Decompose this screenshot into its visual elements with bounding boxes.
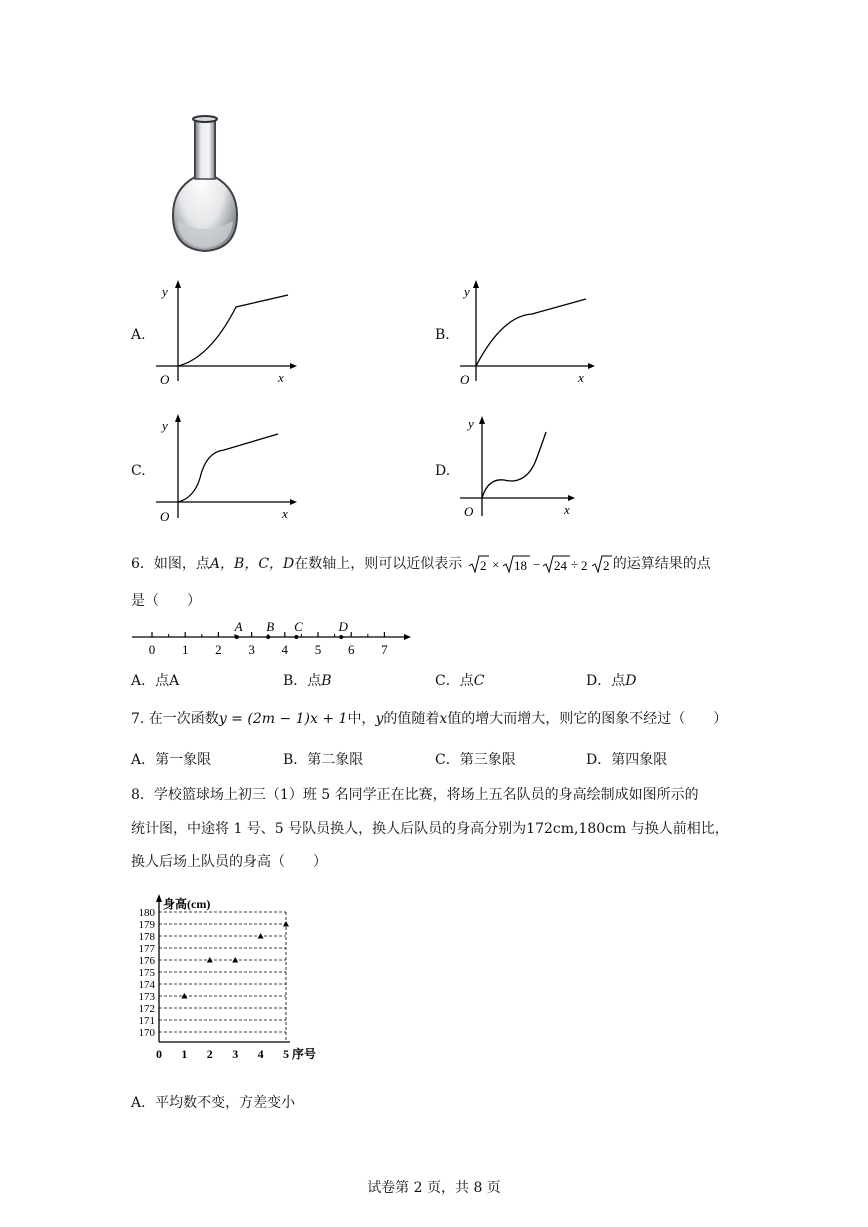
- q6-option-b-label: B．点: [283, 673, 322, 689]
- q6-option-b[interactable]: [283, 672, 332, 690]
- chart-xtick-label: 2: [206, 1047, 213, 1061]
- height-chart: [128, 888, 328, 1072]
- graph-c-ylabel: y: [162, 418, 168, 433]
- number-line-tick-label: 5: [314, 642, 322, 657]
- q6-text-before: 6．如图，点: [131, 556, 210, 572]
- chart-ytick-label: 173: [138, 991, 155, 1003]
- number-line-tick-label: 2: [215, 642, 222, 657]
- option-b-label: B.: [435, 327, 450, 343]
- q7-var-y: y: [375, 711, 384, 727]
- q6-expression-tail: [591, 552, 613, 576]
- graph-b-ylabel: y: [464, 284, 470, 299]
- q6-option-a[interactable]: [131, 672, 179, 690]
- number-line-tick-label: 0: [148, 642, 156, 657]
- q7-formula: y = (2m − 1)x + 1: [218, 711, 348, 727]
- number-line-tick-label: 7: [381, 642, 388, 657]
- expr-e: 2: [602, 558, 610, 573]
- graph-d-xlabel: x: [564, 502, 570, 517]
- svg-text:÷: ÷: [570, 557, 578, 572]
- number-line-point: [294, 635, 298, 639]
- q7-option-c[interactable]: C．第三象限: [435, 752, 516, 768]
- q7-option-b[interactable]: B．第二象限: [283, 752, 364, 768]
- graph-a-origin: O: [160, 372, 170, 387]
- number-line-tick-label: 1: [181, 642, 189, 657]
- number-line-tick-label: 4: [281, 642, 289, 657]
- chart-ytick-label: 177: [138, 943, 155, 955]
- q6-option-b-name: B: [321, 673, 332, 689]
- q7-var-x: x: [439, 711, 448, 727]
- graph-c: [150, 412, 300, 524]
- chart-xtick-label: 5: [283, 1047, 289, 1061]
- q6-text-after: 的运算结果的点: [612, 556, 711, 572]
- number-line-point: [339, 635, 343, 639]
- number-line: [128, 618, 413, 660]
- option-c-label: C.: [131, 463, 146, 479]
- number-line-point: [266, 635, 270, 639]
- chart-xtick-label: 1: [181, 1047, 188, 1061]
- option-a-label: A.: [131, 327, 146, 343]
- q6-option-d[interactable]: [586, 672, 636, 690]
- number-line-point-label: A: [234, 619, 243, 634]
- number-line-point-label: C: [294, 619, 303, 634]
- chart-xtick-label: 3: [232, 1047, 239, 1061]
- chart-xtick-label: 4: [257, 1047, 264, 1061]
- number-line-point-label: D: [338, 619, 348, 634]
- graph-a: [150, 276, 300, 388]
- chart-point: [283, 921, 289, 927]
- chart-xtick-label: 0: [156, 1047, 162, 1061]
- number-line-point: [235, 635, 239, 639]
- expr-c: 24: [553, 558, 567, 573]
- q6-option-c-label: C．点: [435, 673, 474, 689]
- q8-line2: 统计图，中途将 1 号、5 号队员换人，换人后队员的身高分别为172cm,180cm 与换人前相比，: [131, 821, 729, 837]
- chart-ytick-label: 175: [138, 967, 155, 979]
- q6-points-names: A，B，C，D: [209, 556, 295, 572]
- graph-a-ylabel: y: [162, 284, 168, 299]
- expr-b: 18: [513, 558, 527, 573]
- graph-b-origin: O: [460, 372, 470, 387]
- graph-a-xlabel: x: [278, 370, 284, 385]
- chart-ytick-label: 171: [138, 1015, 155, 1027]
- graph-d-ylabel: y: [468, 416, 474, 431]
- graph-b: [452, 276, 602, 388]
- q8-option-a[interactable]: A．平均数不变，方差变小: [131, 1095, 296, 1111]
- number-line-tick-label: 3: [248, 642, 255, 657]
- chart-ylabel: 身高(cm): [163, 897, 211, 911]
- q8-line1: 8．学校篮球场上初三（1）班 5 名同学正在比赛，将场上五名队员的身高绘制成如图所示的: [131, 787, 699, 803]
- q7-stem: [131, 710, 727, 728]
- graph-d-origin: O: [464, 504, 474, 519]
- graph-c-xlabel: x: [282, 506, 288, 521]
- graph-d: [452, 412, 602, 524]
- svg-text:×: ×: [491, 557, 500, 572]
- q6-option-a-label: A．点: [131, 673, 170, 689]
- graph-c-origin: O: [160, 509, 170, 524]
- q6-option-d-label: D．点: [586, 673, 626, 689]
- q7-text2: 的值随着: [383, 711, 440, 727]
- chart-point: [232, 957, 238, 963]
- chart-ytick-label: 179: [138, 919, 155, 931]
- chart-ytick-label: 176: [138, 955, 155, 967]
- expr-a: 2: [479, 558, 487, 573]
- q6-option-a-name: A: [169, 673, 180, 689]
- chart-ytick-label: 178: [138, 931, 155, 943]
- chart-ytick-label: 172: [138, 1003, 155, 1015]
- q6-option-d-name: D: [625, 673, 637, 689]
- q6-expression: [467, 552, 595, 576]
- expr-d: 2: [580, 558, 588, 573]
- q6-text-mid: 在数轴上，则可以近似表示: [294, 556, 463, 572]
- q6-line1: [131, 552, 711, 576]
- q8-line3: 换人后场上队员的身高（ ）: [131, 854, 327, 870]
- q6-option-c[interactable]: [435, 672, 484, 690]
- q7-text3: 值的增大而增大，则它的图象不经过（ ）: [447, 711, 728, 727]
- chart-ytick-label: 170: [138, 1027, 155, 1039]
- number-line-tick-label: 6: [347, 642, 355, 657]
- q6-line2: 是（ ）: [131, 593, 201, 609]
- chart-ytick-label: 180: [138, 907, 155, 919]
- option-d-label: D.: [435, 463, 451, 479]
- page-footer: 试卷第 2 页，共 8 页: [367, 1180, 501, 1196]
- number-line-point-label: B: [266, 619, 275, 634]
- q6-option-c-name: C: [473, 673, 485, 689]
- chart-point: [258, 933, 264, 939]
- q7-option-d[interactable]: D．第四象限: [586, 752, 668, 768]
- q7-middle: 中，: [347, 711, 376, 727]
- q7-option-a[interactable]: A．第一象限: [131, 752, 212, 768]
- q7-prefix: 7. 在一次函数: [131, 711, 219, 727]
- flask-image: [165, 113, 245, 255]
- graph-b-xlabel: x: [578, 370, 584, 385]
- chart-xlabel: 序号: [292, 1047, 317, 1061]
- chart-ytick-label: 174: [138, 979, 155, 991]
- svg-text:−: −: [532, 557, 541, 572]
